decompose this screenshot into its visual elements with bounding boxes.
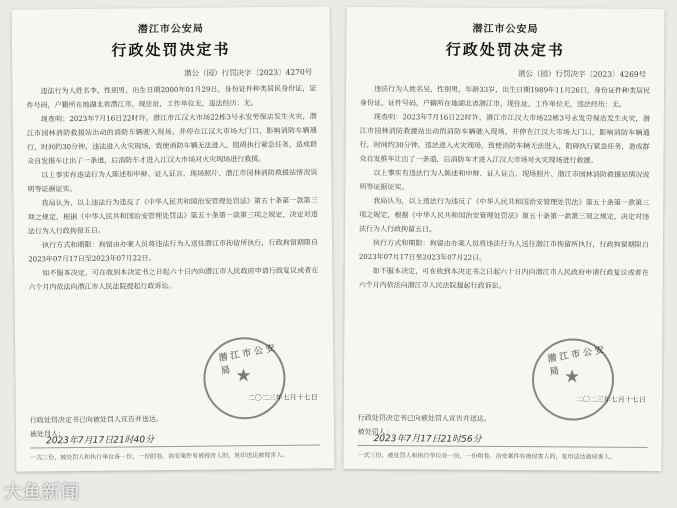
execution-paragraph: 执行方式和期限：拘留由办案人员将违法行为人送往潜江市拘留所执行，行政拘留期限自2023年07月17日至2023年07月22日。	[358, 239, 649, 262]
issuing-bureau: 潜江市公安局	[472, 23, 539, 36]
seal-text: 潜江市公安局	[546, 345, 608, 378]
document-number: 潜公（园）行罚决字〔2023〕4269号	[517, 69, 647, 79]
service-statement: 行政处罚决定书已向被处罚人宣告并送达。	[29, 415, 163, 425]
document-body	[359, 82, 650, 294]
news-watermark: 大鱼新闻	[4, 482, 80, 503]
issuing-bureau: 潜江市公安局	[137, 23, 204, 36]
document-body	[26, 81, 318, 294]
handwritten-signature-time: 2023年7月17日21时56分	[373, 434, 482, 445]
decision-paragraph: 我局认为，以上违法行为违反了《中华人民共和国治安管理处罚法》第五十条第一款第三项之规定，根据《中华人民共和国治安管理处罚法》第五十条第一款第三项之规定，决定对违法行为人行政拘留五日。	[27, 196, 318, 236]
document-footer: 一式三份，被处罚人和执行单位各一份，一份附卷。治安案件有被侵害人的，复印送达被侵害人。	[30, 444, 320, 461]
star-icon: ★	[563, 366, 581, 388]
facts-paragraph: 现查明：2023年7月16日22时许，潜江市江汉大市场22栋3号永发劳保店发生火灾，潜江市园林消防救援站出动的消防车辆驶入现场，并停在江汉大市场大门口，影响消防车辆通行，时间约30分钟，违法进入火灾现场，致使消防车辆无法进入，阻碍执行紧急任务，造成群众自发推车让出了一条道，后消防车才进入江汉大市场对火灾现场进行救援。	[26, 112, 318, 166]
evidence-paragraph: 以上事实有违法行为人陈述和申辩、证人证言、现场照片、潜江市园林消防救援站情况说明等证据证实。	[27, 168, 318, 194]
seal-text: 潜江市公安局	[217, 343, 279, 377]
official-seal	[203, 337, 286, 420]
execution-paragraph: 执行方式和期限：拘留由办案人员将违法行为人送往潜江市拘留所执行，行政拘留期限自2023年07月17日至2023年07月22日。	[28, 238, 319, 264]
decision-paragraph: 我局认为，以上违法行为违反了《中华人民共和国治安管理处罚法》第五十条第一款第三项之规定，根据《中华人民共和国治安管理处罚法》第五十条第一款第三项之规定，决定对违法行为人行政拘留五日。	[359, 197, 650, 234]
issue-date: 二〇二三年七月十七日	[247, 393, 318, 403]
offender-info: 违法行为人姓名李，性别男，出生日期2000年01月29日，身份证件种类居民身份证，证件号码，户籍所在地湖北省潜江市，现住址，工作单位无，违法经历：无。	[26, 84, 317, 110]
offender-info: 违法行为人姓名吴，性别男，年龄33岁，出生日期1989年11月26日，身份证件种类居民身份证，证件号码，户籍所在地湖北省潜江市，现住址，工作单位无，违法经历：无。	[359, 85, 651, 109]
handwritten-signature-time: 2023年7月17日21时40分	[46, 435, 155, 447]
recipient-label: 被处罚人：	[29, 430, 66, 439]
issue-date: 二〇二三年七月十七日	[575, 395, 646, 404]
official-seal	[532, 338, 615, 421]
document-number: 潜公（园）行罚决字〔2023〕4270号	[184, 67, 313, 78]
evidence-paragraph: 以上事实有违法行为人陈述和申辩、证人证言、现场照片、潜江市园林消防救援站情况说明等证据证实。	[359, 169, 650, 192]
star-icon: ★	[235, 365, 252, 387]
document-title: 行政处罚决定书	[445, 40, 565, 60]
document-footer: 一式三份，被处罚人和执行单位各一份，一份附卷。治安案件有被侵害人的，复印送达被侵害人。	[357, 445, 647, 461]
appeal-paragraph: 如不服本决定，可在收到本决定书之日起六十日内向潜江市人民政府申请行政复议或者在六个月内依法向潜江市人民法院提起行政诉讼。	[28, 266, 319, 292]
service-statement: 行政处罚决定书已向被处罚人宣告并送达。	[357, 413, 491, 423]
recipient-label: 被处罚人：	[357, 427, 393, 437]
penalty-document-left	[12, 6, 335, 471]
appeal-paragraph: 如不服本决定，可在收到本决定书之日起六十日内向潜江市人民政府申请行政复议或者在六个月内依法向潜江市人民法院提起行政诉讼。	[358, 267, 649, 291]
document-title: 行政处罚决定书	[111, 40, 231, 60]
facts-paragraph: 现查明：2023年7月16日22时许，潜江市江汉大市场22栋3号永发劳保店发生火灾，潜江市园林消防救援站出动的消防车辆驶入现场，并停在江汉大市场大门口，影响消防车辆通行，时间约30分钟，违法进入火灾现场，致使消防车辆无法进入，阻碍执行紧急任务，造成群众自发推车让出了一条道，后消防车才进入江汉大市场对火灾现场进行救援。	[359, 113, 650, 165]
penalty-document-right	[343, 7, 664, 471]
